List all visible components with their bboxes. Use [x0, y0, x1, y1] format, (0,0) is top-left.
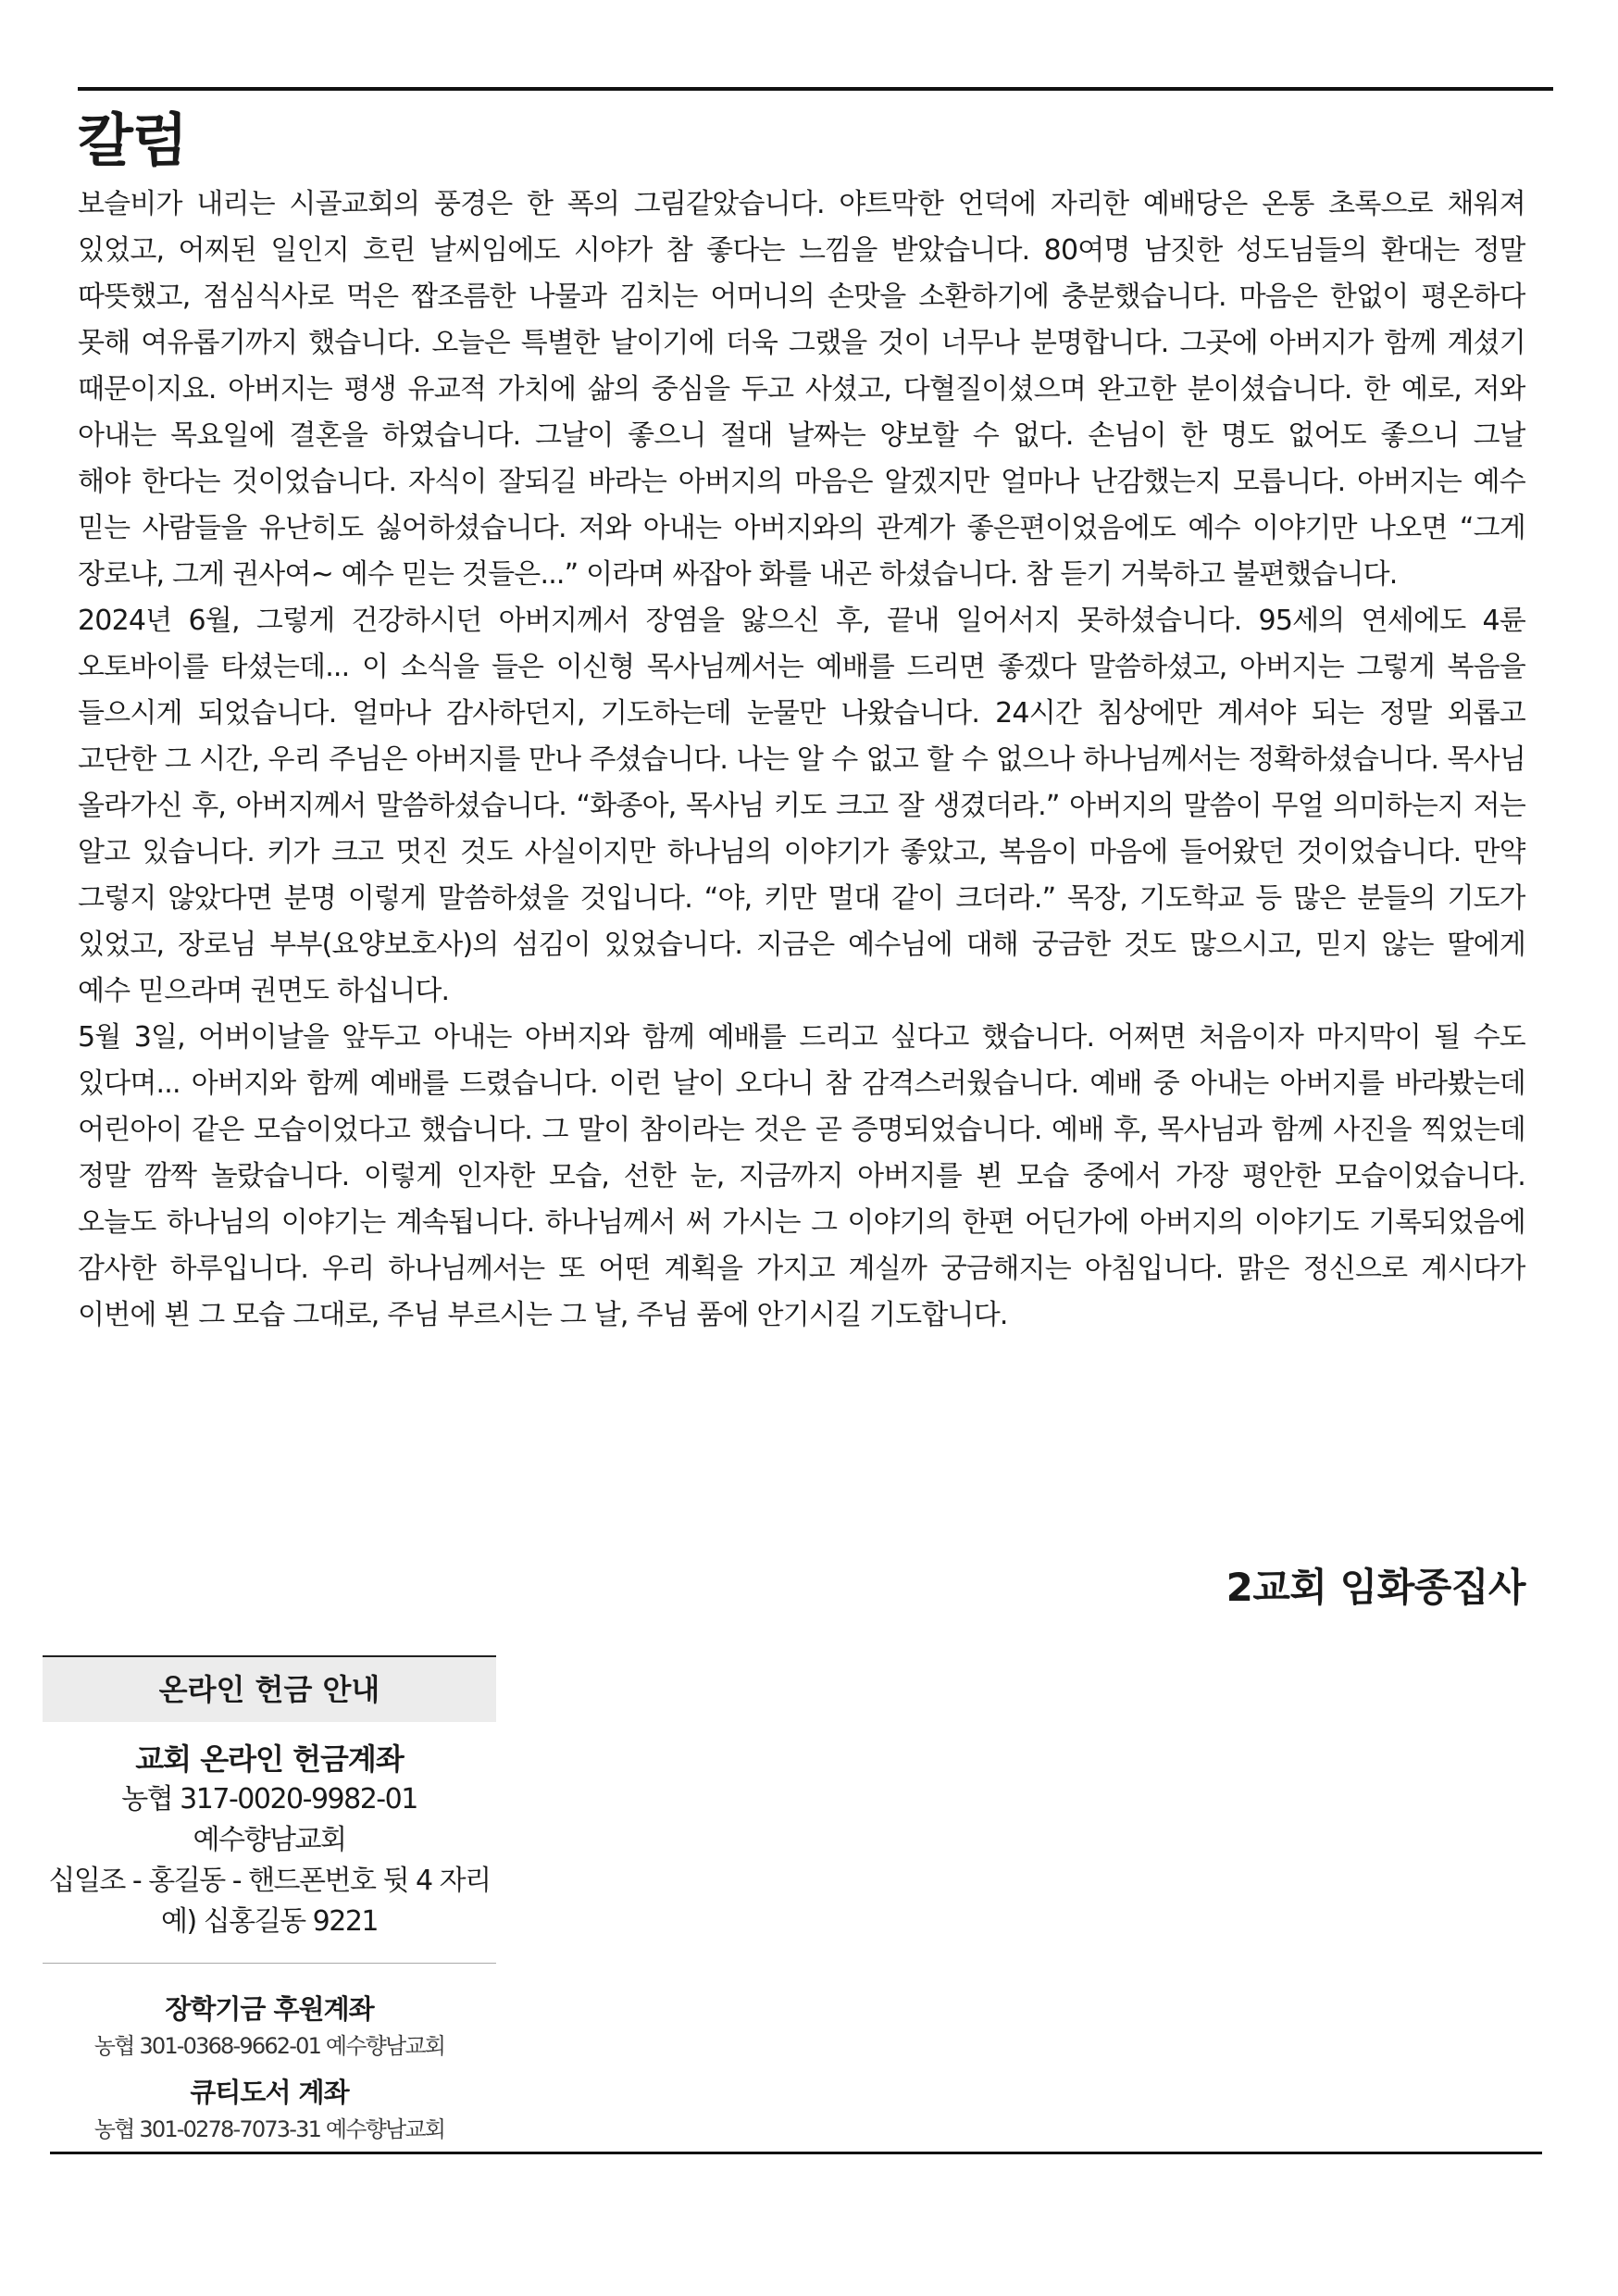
qt-books-account: 농협 301-0278-7073-31 예수향남교회: [93, 2116, 445, 2142]
column-line: 어린아이 같은 모습이었다고 했습니다. 그 말이 참이라는 것은 곧 증명되었습니다. 예배 후, 목사님과 함께 사진을 찍었는데: [78, 1114, 1525, 1146]
column-line: 따뜻했고, 점심식사로 먹은 짭조름한 나물과 김치는 어머니의 손맛을 소환하기에 충분했습니다. 마음은 한없이 평온하다: [78, 281, 1525, 313]
bottom-divider: [50, 2152, 1542, 2154]
online-offering-box: [43, 1655, 496, 2147]
column-line: 해야 한다는 것이었습니다. 자식이 잘되길 바라는 아버지의 마음은 알겠지만 얼마나 난감했는지 모릅니다. 아버지는 예수: [78, 466, 1525, 498]
offering-header: 온라인 헌금 안내: [43, 1655, 496, 1722]
church-account-section: [43, 1722, 496, 1942]
column-line: 있다며... 아버지와 함께 예배를 드렸습니다. 이런 날이 오다니 참 감격스러웠습니다. 예배 중 아내는 아버지를 바라봤는데: [78, 1067, 1525, 1100]
column-line: 이번에 뵌 그 모습 그대로, 주님 부르시는 그 날, 주님 품에 안기시길 기도합니다.: [78, 1299, 1008, 1331]
tithe-format-note: 십일조 - 홍길동 - 핸드폰번호 뒷 4 자리: [48, 1865, 491, 1897]
column-line: 예수 믿으라며 권면도 하십니다.: [78, 975, 450, 1007]
church-account-holder: 예수향남교회: [193, 1824, 346, 1856]
tithe-format-example: 예) 십홍길동 9221: [160, 1905, 379, 1938]
church-account-number: 농협 317-0020-9982-01: [121, 1783, 417, 1816]
column-line: 2024년 6월, 그렇게 건강하시던 아버지께서 장염을 앓으신 후, 끝내 일어서지 못하셨습니다. 95세의 연세에도 4륜: [78, 605, 1525, 637]
sub-accounts-section: [43, 1964, 496, 2147]
column-line: 장로냐, 그게 권사여~ 예수 믿는 것들은...” 이라며 싸잡아 화를 내곤 하셨습니다. 참 듣기 거북하고 불편했습니다.: [78, 558, 1398, 591]
column-line: 아내는 목요일에 결혼을 하였습니다. 그날이 좋으니 절대 날짜는 양보할 수 없다. 손님이 한 명도 없어도 좋으니 그날: [78, 419, 1525, 452]
column-line: 올라가신 후, 아버지께서 말씀하셨습니다. “화종아, 목사님 키도 크고 잘 생겼더라.” 아버지의 말씀이 무얼 의미하는지 저는: [78, 790, 1525, 822]
column-line: 고단한 그 시간, 우리 주님은 아버지를 만나 주셨습니다. 나는 알 수 없고 할 수 없으나 하나님께서는 정확하셨습니다. 목사님: [78, 743, 1525, 776]
scholarship-account: 농협 301-0368-9662-01 예수향남교회: [93, 2033, 445, 2059]
column-line: 있었고, 어찌된 일인지 흐린 날씨임에도 시야가 참 좋다는 느낌을 받았습니다. 80여명 남짓한 성도님들의 환대는 정말: [78, 234, 1525, 267]
column-line: 있었고, 장로님 부부(요양보호사)의 섬김이 있었습니다. 지금은 예수님에 대해 궁금한 것도 많으시고, 믿지 않는 딸에게: [78, 929, 1525, 961]
column-line: 5월 3일, 어버이날을 앞두고 아내는 아버지와 함께 예배를 드리고 싶다고 했습니다. 어쩌면 처음이자 마지막이 될 수도: [78, 1021, 1525, 1054]
top-divider: [78, 87, 1553, 91]
column-line: 오늘도 하나님의 이야기는 계속됩니다. 하나님께서 써 가시는 그 이야기의 한편 어딘가에 아버지의 이야기도 기록되었음에: [78, 1206, 1525, 1239]
column-line: 알고 있습니다. 키가 크고 멋진 것도 사실이지만 하나님의 이야기가 좋았고, 복음이 마음에 들어왔던 것이었습니다. 만약: [78, 836, 1525, 868]
column-line: 믿는 사람들을 유난히도 싫어하셨습니다. 저와 아내는 아버지와의 관계가 좋은편이었음에도 예수 이야기만 나오면 “그게: [78, 512, 1525, 544]
column-line: 정말 깜짝 놀랐습니다. 이렇게 인자한 모습, 선한 눈, 지금까지 아버지를 뵌 모습 중에서 가장 평안한 모습이었습니다.: [78, 1160, 1525, 1192]
column-line: 감사한 하루입니다. 우리 하나님께서는 또 어떤 계획을 가지고 계실까 궁금해지는 아침입니다. 맑은 정신으로 계시다가: [78, 1253, 1525, 1285]
qt-books-title: 큐티도서 계좌: [190, 2077, 349, 2108]
column-body: [78, 181, 1525, 1339]
church-account-title: 교회 온라인 헌금계좌: [135, 1741, 404, 1777]
column-line: 보슬비가 내리는 시골교회의 풍경은 한 폭의 그림같았습니다. 야트막한 언덕에 자리한 예배당은 온통 초록으로 채워져: [78, 188, 1525, 220]
column-line: 들으시게 되었습니다. 얼마나 감사하던지, 기도하는데 눈물만 나왔습니다. 24시간 침상에만 계셔야 되는 정말 외롭고: [78, 697, 1525, 730]
column-line: 못해 여유롭기까지 했습니다. 오늘은 특별한 날이기에 더욱 그랬을 것이 너무나 분명합니다. 그곳에 아버지가 함께 계셨기: [78, 327, 1525, 359]
column-title: 칼럼: [78, 106, 187, 174]
scholarship-title: 장학기금 후원계좌: [165, 1993, 374, 2025]
column-line: 때문이지요. 아버지는 평생 유교적 가치에 삶의 중심을 두고 사셨고, 다혈질이셨으며 완고한 분이셨습니다. 한 예로, 저와: [78, 373, 1525, 406]
column-line: 그렇지 않았다면 분명 이렇게 말씀하셨을 것입니다. “야, 키만 멀대 같이 크더라.” 목장, 기도학교 등 많은 분들의 기도가: [78, 882, 1525, 915]
column-line: 오토바이를 타셨는데... 이 소식을 들은 이신형 목사님께서는 예배를 드리면 좋겠다 말씀하셨고, 아버지는 그렇게 복음을: [78, 651, 1525, 683]
author-signature: 2교회 임화종집사: [1226, 1565, 1525, 1610]
